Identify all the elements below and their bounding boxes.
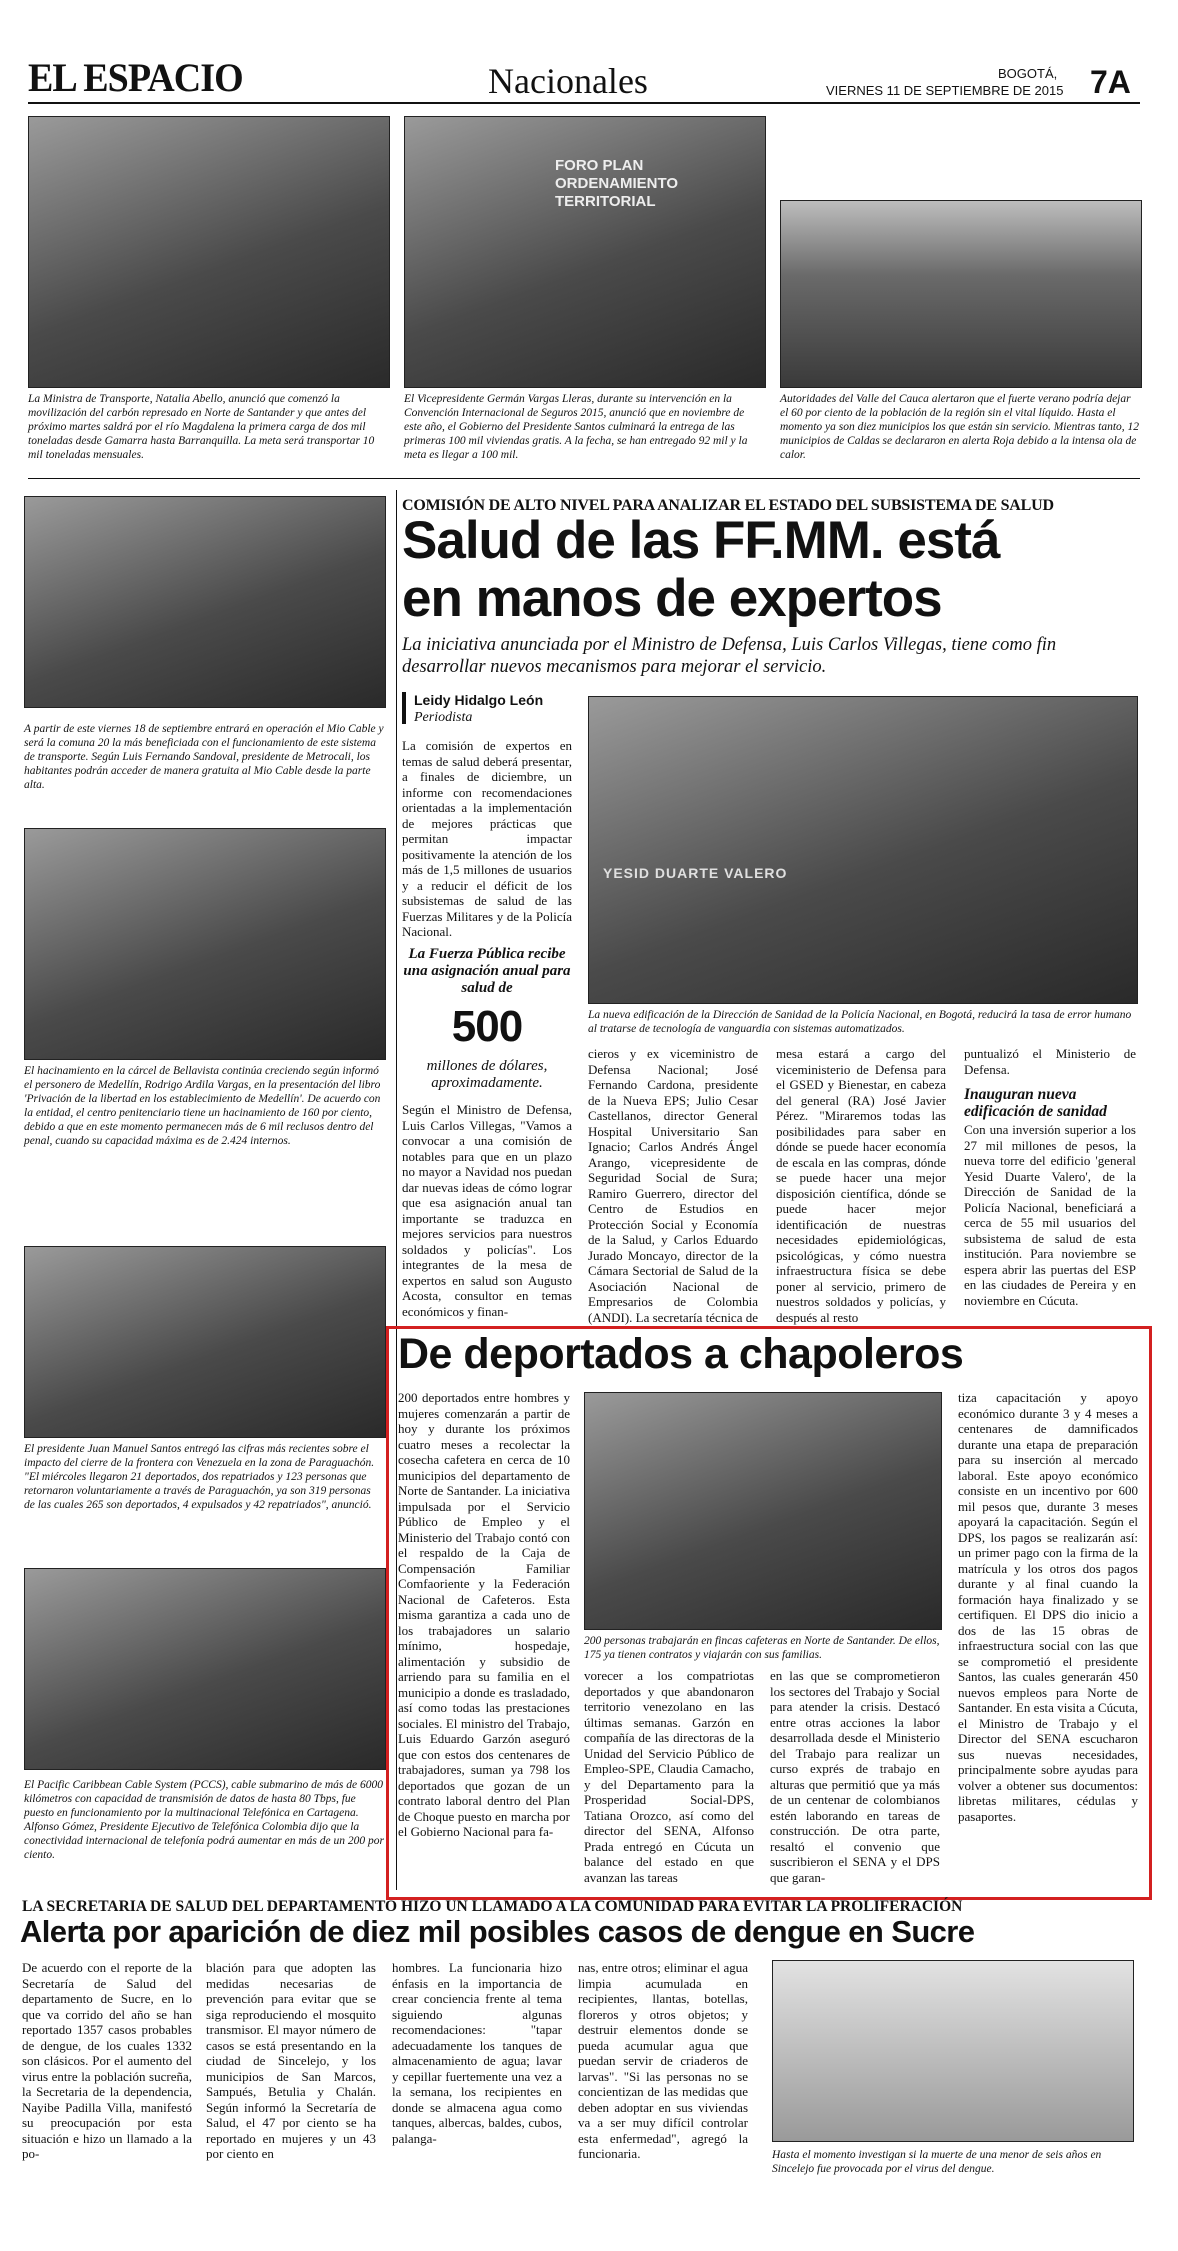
health-headline-line2: en manos de expertos	[402, 569, 942, 628]
deportados-col4: tiza capacitación y apoyo económico durante 3 y 4 meses a centenares de damnificados durante una etapa de preparación para su inserción al mercado laboral. Este apoyo económico consiste en un incentivo por 600 mil pesos que, durante 3 meses apoyará la capacitación. Según el DPS, los pagos se realizarán así: un primer pago con la firma de la matrícula y los otros dos pagos durante y al final cuando la formación haya finalizado y se certifiquen. El DPS dio inicio a dos de las 15 obras de infraestructura social con las que se comprometió el presidente Santos, las cuales generarán 450 nuevos empleos para Norte de Santander. En esta visita a Cúcuta, el Ministro de Trabajo y el Director del SENA escucharon sus nuevas necesidades, principalmente sobre ayudas para volver a obtener sus documentos: libretas militares, cédulas y pasaportes.	[958, 1390, 1138, 1824]
photo-coffee-workers	[584, 1392, 942, 1630]
health-subhead: Inauguran nueva edificación de sanidad	[964, 1086, 1107, 1120]
health-col3: mesa estará a cargo del viceministerio de Defensa para el GSED y Bienestar, en cabeza del general (RA) José Javier Pérez. "Miraremos todas las posibilidades para saber en dónde se puede hacer economía de escala en las compras, dónde se puede hacer una mejor disposición científica, dónde se puede hacer mejor identificación de nuestras necesidades epidemiológicas, psicológicas, y cómo nuestra infraestructura física se debe poner al servicio, primero de nuestros soldados y policías, y después al resto	[776, 1046, 946, 1325]
caption-coffee-workers: 200 personas trabajarán en fincas cafeteras en Norte de Santander. De ellos, 175 ya tienen contratos y viajarán con sus familias.	[584, 1635, 940, 1661]
photo-vice-president	[404, 116, 766, 388]
caption-submarine-cable: El Pacific Caribbean Cable System (PCCS), cable submarino de más de 6000 kilómetros con capacidad de transmisión de datos de hasta 80 Tbps, fue puesto en funcionamiento por la multinacional Telefónica en Cartagena. Alfonso Gómez, Presidente Ejecutivo de Telefónica Colombia dijo que la conectividad internacional de telefonía podrá aumentar en más de un 200 por ciento.	[24, 1779, 384, 1861]
caption-president-santos: El presidente Juan Manuel Santos entregó las cifras más recientes sobre el impacto del cierre de la frontera con Venezuela en la zona de Paraguachón. "El miércoles llegaron 21 deportados, dos repatriados y 123 personas que retornaron voluntariamente a través de Paraguachón, ya son 319 personas de las cuales 265 son deportados, 4 expulsados y 42 repatriados", anunció.	[24, 1443, 375, 1511]
caption-bellavista-prison: El hacinamiento en la cárcel de Bellavista continúa creciendo según informó el personero de Medellín, Rodrigo Ardila Vargas, en la presentación del libro 'Privación de la libertad en los establecimiento de Medellín'. De acuerdo con la entidad, el centro penitenciario tiene un hacinamiento de 160 por ciento, debido a que en este momento permanecen más de 6 mil reclusos dentro del penal, cuando su capacidad máxima es de 2.424 internos.	[24, 1065, 381, 1147]
health-col2: cieros y ex viceministro de Defensa Nacional; José Fernando Cardona, presidente de la Nueva EPS; Julio Cesar Castellanos, director General Hospital Universitario San Ignacio; Carlos Andrés Ángel Arango, vicepresidente de Seguridad Social de Sura; Ramiro Guerrero, director del Centro de Estudios en Protección Social y Economía de la Salud, y Carlos Eduardo Jurado Moncayo, director de la Cámara Sectorial de Salud de la Asociación Nacional de Empresarios de Colombia (ANDI). La secretaría técnica de	[588, 1046, 758, 1325]
dengue-col1: De acuerdo con el reporte de la Secretaría de Salud del departamento de Sucre, en lo que va corrido del año se han reportado 1357 casos probables de dengue, de los cuales 1332 son clásicos. Por el aumento del virus entre la población sucreña, la Secretaria de la dependencia, Nayibe Padilla Villa, manifestó su preocupación por esta situación e hizo un llamado a la po-	[22, 1960, 192, 2161]
caption-ship: La Ministra de Transporte, Natalia Abello, anunció que comenzó la movilización del carbón represado en Norte de Santander y que antes del próximo martes saldrá por el río Magdalena la primera carga de dos mil toneladas desde Gamarra hasta Barranquilla. La meta será transportar 10 mil toneladas mensuales.	[28, 393, 375, 461]
dengue-kicker: LA SECRETARIA DE SALUD DEL DEPARTAMENTO HIZO UN LLAMADO A LA COMUNIDAD PARA EVITAR LA PROLIFERACIÓN	[22, 1898, 963, 1915]
plaque-text: YESID DUARTE VALERO	[603, 865, 788, 881]
health-kicker: COMISIÓN DE ALTO NIVEL PARA ANALIZAR EL ESTADO DEL SUBSISTEMA DE SALUD	[402, 497, 1054, 514]
photo-ship	[28, 116, 390, 388]
dengue-headline: Alerta por aparición de diez mil posibles casos de dengue en Sucre	[20, 1914, 975, 1949]
photo-submarine-cable	[24, 1568, 386, 1770]
deportados-col3: en las que se comprometieron los sectores del Trabajo y Social para atender la crisis. Destacó entre otras acciones la labor desarrollada desde el Ministerio del Trabajo para realizar un curso exprés de trabajo en alturas que permitió que ya más de un centenar de colombianos estén laborando en tareas de construcción. De otra parte, resaltó el convenio que suscribieron el SENA y el DPS que garan-	[770, 1668, 940, 1885]
dengue-col4: nas, entre otros; eliminar el agua limpia acumulada en recipientes, llantas, botellas, floreros y otros objetos; y destruir elementos donde se pueda acumular agua que puedan servir de criaderos de larvas". "Si las personas no se concientizan de las medidas que deben adoptar en sus viviendas va a ser muy difícil controlar esta enfermedad", agregó la funcionaria.	[578, 1960, 748, 2161]
byline-bar	[402, 692, 406, 724]
health-col4-top: puntualizó el Ministerio de Defensa.	[964, 1046, 1136, 1077]
health-headline-line1: Salud de las FF.MM. está	[402, 511, 1000, 570]
caption-mio-cable: A partir de este viernes 18 de septiembre entrará en operación el Mio Cable y será la comuna 20 la más beneficiada con el funcionamiento de este sistema de transporte. Según Luis Fernando Sandoval, presidente de Metrocali, los habitantes podrán acceder de manera gratuita al Mio Cable desde la parte alta.	[24, 723, 384, 791]
photo-bellavista-prison	[24, 828, 386, 1060]
pull-quote-tail: millones de dólares, aproximadamente.	[426, 1058, 548, 1091]
photo-mio-cable	[24, 496, 386, 708]
byline-role: Periodista	[414, 710, 473, 725]
page-number: 7A	[1090, 64, 1131, 100]
pull-quote-lead: La Fuerza Pública recibe una asignación anual para salud de	[403, 946, 571, 996]
health-col4-bottom: Con una inversión superior a los 27 mil millones de pesos, la nueva torre del edificio 'general Yesid Duarte Valero', de la Dirección de Sanidad de la Policía Nacional, beneficiará a cerca de 55 mil usuarios del subsistema de salud de esta institución. Para noviembre se espera abrir las puertas del ESP en las ciudades de Pereira y en noviembre en Cúcuta.	[964, 1122, 1136, 1308]
caption-police-health-building: La nueva edificación de la Dirección de Sanidad de la Policía Nacional, en Bogotá, reducirá la tasa de error humano al tratarse de tecnología de vanguardia con sistemas automatizados.	[588, 1009, 1132, 1035]
deportados-headline: De deportados a chapoleros	[398, 1330, 964, 1378]
health-col1-top: La comisión de expertos en temas de salud deberá presentar, a finales de diciembre, un informe con recomendaciones orientadas a la implementación de mejores prácticas que permitan impactar positivamente la atención de los más de 1,5 millones de usuarios y a reducir el déficit de los subsistemas de salud de las Fuerzas Militares y de la Policía Nacional.	[402, 738, 572, 939]
row-divider	[28, 478, 1140, 479]
health-col1-bottom: Según el Ministro de Defensa, Luis Carlos Villegas, "Vamos a convocar a una comisión de notables para que en un plazo no mayor a Navidad nos puedan dar nuevas ideas de cómo lograr que esa asignación anual tan importante se traduzca en mejores servicios para nuestros soldados y policías". Los integrantes de la mesa de expertos en salud son Augusto Acosta, consultor en temas económicos y finan-	[402, 1102, 572, 1319]
dengue-col3: hombres. La funcionaria hizo énfasis en la importancia de crear conciencia frente al tema siguiendo algunas recomendaciones: "tapar adecuadamente los tanques de almacenamiento de agua; lavar y cepillar fuertemente una vez a la semana, los recipientes en donde se almacena agua como tanques, albercas, baldes, cubos, palanga-	[392, 1960, 562, 2146]
dateline-date: VIERNES 11 DE SEPTIEMBRE DE 2015	[826, 83, 1064, 98]
photo-river-valley	[780, 200, 1142, 388]
masthead-rule	[28, 102, 1140, 104]
caption-vice-president: El Vicepresidente Germán Vargas Lleras, durante su intervención en la Convención Internacional de Seguros 2015, anunció que en noviembre de este año, el Gobierno del Presidente Santos culminará la entrega de las primeras 100 mil viviendas gratis. A la fecha, se han entregado 92 mil y la meta es llegar a 100 mil.	[404, 393, 748, 461]
pull-quote-number: 500	[451, 1002, 523, 1051]
deportados-col2: vorecer a los compatriotas deportados y que abandonaron territorio venezolano en las últimas semanas. Garzón en compañía de las directoras de la Unidad del Servicio Público de Empleo-SPE, Claudia Camacho, y del Departamento para la Prosperidad Social-DPS, Tatiana Orozco, así como del director del SENA, Alfonso Prada entregó en Cúcuta un balance del estado en que avanzan las tareas	[584, 1668, 754, 1885]
photo-president-santos	[24, 1246, 386, 1438]
forum-sign-text: FORO PLAN ORDENAMIENTO TERRITORIAL	[555, 157, 679, 210]
photo-police-health-building	[588, 696, 1138, 1004]
photo-mosquito	[772, 1960, 1134, 2142]
deportados-col1: 200 deportados entre hombres y mujeres comenzarán a partir de hoy y durante los próximos cuatro meses a recolectar la cosecha cafetera en cerca de 10 municipios del departamento de Norte de Santander. La iniciativa impulsada por el Servicio Público de Empleo y el Ministerio del Trabajo contó con el respaldo de la Caja de Compensación Familiar Comfaoriente y la Federación Nacional de Cafeteros. Esta misma garantiza a cada uno de los trabajadores un salario mínimo, hospedaje, alimentación y subsidio de arriendo para su familia en el municipio a donde es trasladado, así como todas las prestaciones sociales. El ministro del Trabajo, Luis Eduardo Garzón aseguró que con estos dos centenares de trabajadores, suman ya 798 los deportados que gozan de un contrato laboral dentro del Plan de Choque puesto en marcha por el Gobierno Nacional para fa-	[398, 1390, 570, 1839]
caption-mosquito: Hasta el momento investigan si la muerte de una menor de seis años en Sincelejo fue provocada por el virus del dengue.	[772, 2149, 1102, 2175]
dengue-col2: blación para que adopten las medidas necesarias de prevención para evitar que se siga reproduciendo el mosquito transmisor. El mayor número de casos se está presentando en la ciudad de Sincelejo, y los municipios de San Marcos, Sampués, Betulia y Chalán. Según informó la Secretaría de Salud, el 47 por ciento se ha reportado en mujeres y un 43 por ciento en	[206, 1960, 376, 2161]
health-deck: La iniciativa anunciada por el Ministro de Defensa, Luis Carlos Villegas, tiene como fin desarrollar nuevos mecanismos para mejorar el servicio.	[402, 635, 1057, 677]
section-title: Nacionales	[488, 61, 648, 101]
byline-name: Leidy Hidalgo León	[414, 692, 544, 708]
newspaper-logo: EL ESPACIO	[28, 55, 243, 100]
caption-river-valley: Autoridades del Valle del Cauca alertaron que el fuerte verano podría dejar el 60 por ciento de la población de la región sin el vital líquido. Hasta el momento ya son diez municipios los que están sin servicio. Mientras tanto, 12 municipios de Caldas se declararon en alerta Roja debido a la intensa ola de calor.	[780, 393, 1140, 461]
dateline-city: BOGOTÁ,	[998, 66, 1058, 81]
